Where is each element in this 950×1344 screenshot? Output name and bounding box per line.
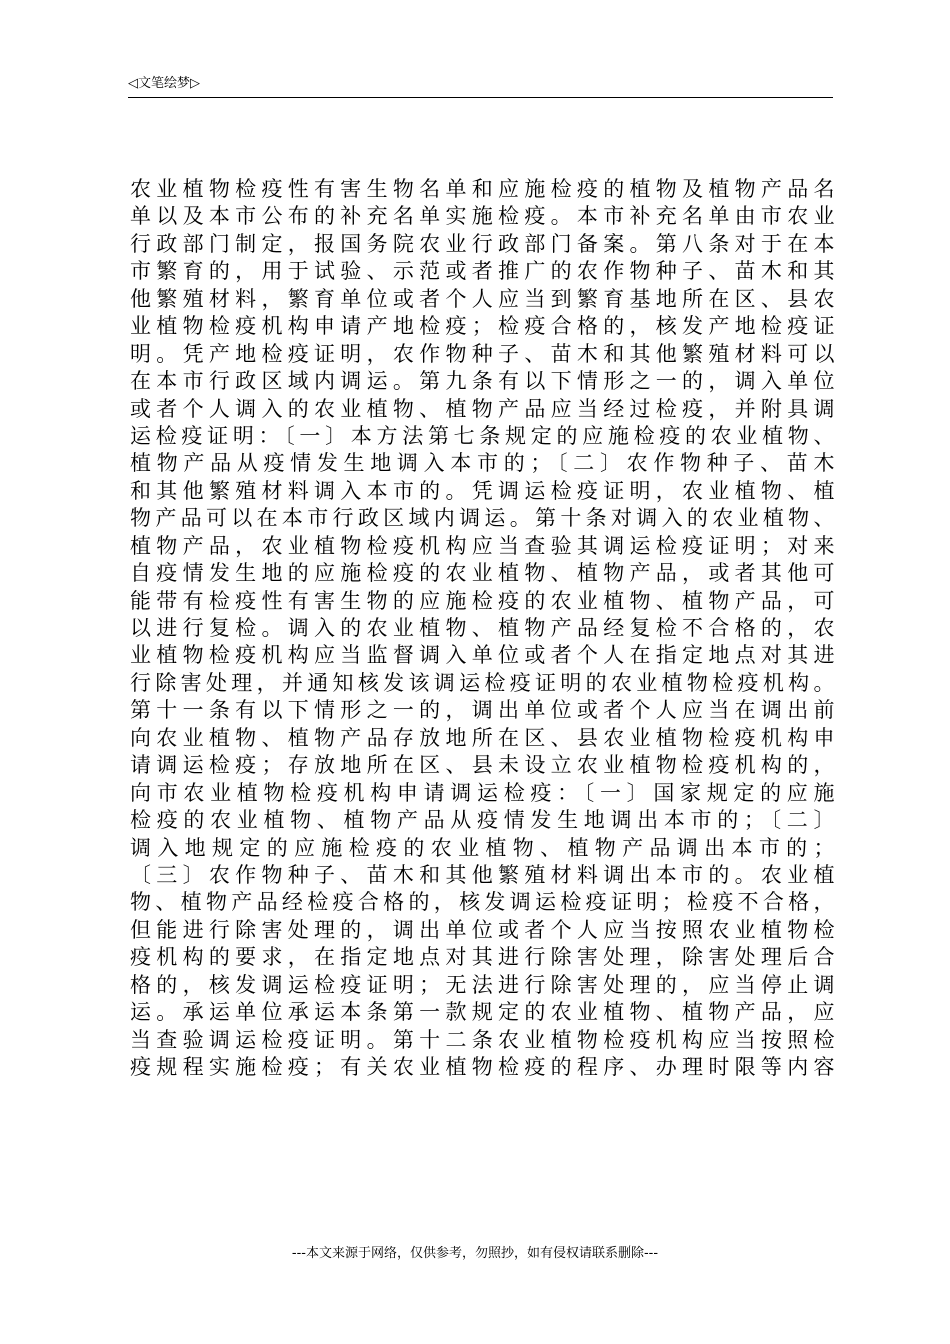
body-line: 检疫的农业植物、植物产品从疫情发生地调出本市的；〔二〕 bbox=[130, 808, 835, 833]
body-line: 向市农业植物检疫机构申请调运检疫：〔一〕国家规定的应施 bbox=[130, 780, 835, 805]
body-line: 植物产品从疫情发生地调入本市的；〔二〕农作物种子、苗木 bbox=[130, 451, 835, 476]
body-line: 但能进行除害处理的，调出单位或者个人应当按照农业植物检 bbox=[130, 917, 835, 942]
body-line: 他繁殖材料，繁育单位或者个人应当到繁育基地所在区、县农 bbox=[130, 286, 835, 311]
document-body bbox=[130, 176, 835, 1081]
body-line: 〔三〕农作物种子、苗木和其他繁殖材料调出本市的。农业植 bbox=[130, 862, 835, 887]
footer-disclaimer: ---本文来源于网络，仅供参考，勿照抄，如有侵权请联系删除--- bbox=[291, 1246, 659, 1261]
body-line: 业植物检疫机构申请产地检疫；检疫合格的，核发产地检疫证 bbox=[130, 314, 835, 339]
body-line: 业植物检疫机构应当监督调入单位或者个人在指定地点对其进 bbox=[130, 643, 835, 668]
body-line: 格的，核发调运检疫证明；无法进行除害处理的，应当停止调 bbox=[130, 972, 835, 997]
body-line: 向农业植物、植物产品存放地所在区、县农业植物检疫机构申 bbox=[130, 725, 835, 750]
body-line: 在本市行政区域内调运。第九条有以下情形之一的，调入单位 bbox=[130, 369, 835, 394]
body-line: 运检疫证明：〔一〕本方法第七条规定的应施检疫的农业植物、 bbox=[130, 423, 835, 448]
body-line: 或者个人调入的农业植物、植物产品应当经过检疫，并附具调 bbox=[130, 396, 835, 421]
body-line: 能带有检疫性有害生物的应施检疫的农业植物、植物产品，可 bbox=[130, 588, 835, 613]
body-line: 市繁育的，用于试验、示范或者推广的农作物种子、苗木和其 bbox=[130, 259, 835, 284]
body-line: 和其他繁殖材料调入本市的。凭调运检疫证明，农业植物、植 bbox=[130, 478, 835, 503]
header-label: ◁文笔绘梦▷ bbox=[128, 76, 200, 91]
body-line: 疫机构的要求，在指定地点对其进行除害处理，除害处理后合 bbox=[130, 945, 835, 970]
body-line: 请调运检疫；存放地所在区、县未设立农业植物检疫机构的， bbox=[130, 753, 835, 778]
body-line: 运。承运单位承运本条第一款规定的农业植物、植物产品，应 bbox=[130, 1000, 835, 1025]
body-line: 物产品可以在本市行政区域内调运。第十条对调入的农业植物、 bbox=[130, 506, 835, 531]
body-line: 明。凭产地检疫证明，农作物种子、苗木和其他繁殖材料可以 bbox=[130, 341, 835, 366]
body-line: 农业植物检疫性有害生物名单和应施检疫的植物及植物产品名 bbox=[130, 177, 835, 201]
body-line: 第十一条有以下情形之一的，调出单位或者个人应当在调出前 bbox=[130, 698, 835, 723]
body-line: 以进行复检。调入的农业植物、植物产品经复检不合格的，农 bbox=[130, 616, 835, 640]
body-line: 当查验调运检疫证明。第十二条农业植物检疫机构应当按照检 bbox=[130, 1027, 835, 1052]
body-line: 单以及本市公布的补充名单实施检疫。本市补充名单由市农业 bbox=[130, 204, 835, 229]
body-line: 物、植物产品经检疫合格的，核发调运检疫证明；检疫不合格， bbox=[130, 890, 835, 915]
body-line: 行政部门制定，报国务院农业行政部门备案。第八条对于在本 bbox=[130, 231, 835, 256]
body-line: 调入地规定的应施检疫的农业植物、植物产品调出本市的； bbox=[130, 835, 835, 860]
body-line: 行除害处理，并通知核发该调运检疫证明的农业植物检疫机构。 bbox=[130, 670, 835, 695]
body-line: 植物产品，农业植物检疫机构应当查验其调运检疫证明；对来 bbox=[130, 533, 835, 558]
page-header bbox=[128, 72, 833, 98]
header-rule bbox=[128, 97, 833, 98]
body-line: 自疫情发生地的应施检疫的农业植物、植物产品，或者其他可 bbox=[130, 561, 835, 586]
body-line: 疫规程实施检疫；有关农业植物检疫的程序、办理时限等内容 bbox=[130, 1055, 835, 1079]
